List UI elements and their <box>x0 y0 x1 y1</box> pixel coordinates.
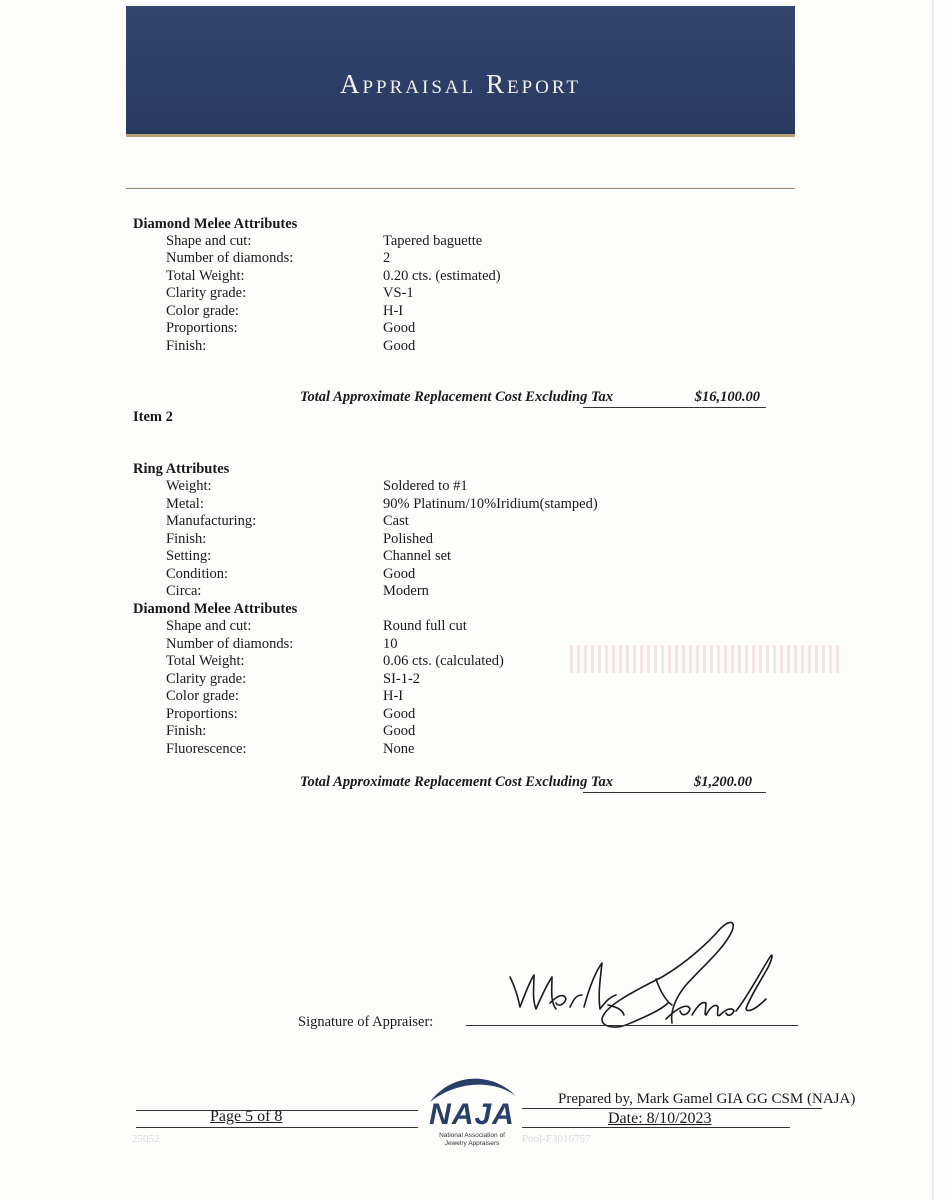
attr-label: Color grade: <box>166 303 239 319</box>
attr-value: 10 <box>383 636 398 652</box>
attr-value: Round full cut <box>383 618 467 634</box>
attr-value: Good <box>383 338 416 354</box>
attr-value: 2 <box>383 250 391 266</box>
attr-value: VS-1 <box>383 285 414 301</box>
attr-value: Cast <box>383 513 409 529</box>
attr-label: Number of diamonds: <box>166 636 294 652</box>
attr-value: Modern <box>383 583 429 599</box>
attr-label: Proportions: <box>166 706 238 722</box>
total-item2 <box>300 774 766 794</box>
signature-line <box>466 1025 798 1026</box>
attr-label: Weight: <box>166 478 212 494</box>
total-label: Total Approximate Replacement Cost Excluding Tax <box>300 389 613 405</box>
prepared-by: Prepared by, Mark Gamel GIA GG CSM (NAJA) <box>558 1091 856 1107</box>
attr-label: Color grade: <box>166 688 239 704</box>
page-number: Page 5 of 8 <box>210 1108 283 1125</box>
naja-wordmark: NAJA <box>429 1098 515 1131</box>
total-label: Total Approximate Replacement Cost Excluding Tax <box>300 774 613 790</box>
attr-value: Tapered baguette <box>383 233 483 249</box>
attr-value: Soldered to #1 <box>383 478 468 494</box>
attr-value: H-I <box>383 303 404 319</box>
total-value: $1,200.00 <box>694 774 752 790</box>
attr-label: Finish: <box>166 531 207 547</box>
faint-code-left: 25052 <box>132 1133 160 1145</box>
header-banner <box>126 6 795 137</box>
attr-label: Shape and cut: <box>166 233 252 249</box>
attr-label: Setting: <box>166 548 212 564</box>
faint-stamp <box>570 645 840 673</box>
attr-label: Clarity grade: <box>166 671 247 687</box>
attr-value: H-I <box>383 688 404 704</box>
attr-label: Metal: <box>166 496 204 512</box>
attr-value: Good <box>383 320 416 336</box>
total-value: $16,100.00 <box>694 389 760 405</box>
footer-rule <box>136 1127 418 1128</box>
attr-value: 0.06 cts. (calculated) <box>383 653 504 669</box>
attr-value: 0.20 cts. (estimated) <box>383 268 501 284</box>
total-underline <box>583 407 766 408</box>
attr-value: Good <box>383 566 416 582</box>
attr-label: Proportions: <box>166 320 238 336</box>
faint-code-right: Pool-F3016757 <box>522 1133 591 1145</box>
attr-value: Polished <box>383 531 433 547</box>
attr-value: Good <box>383 706 416 722</box>
attr-value: SI-1-2 <box>383 671 421 687</box>
signature-label: Signature of Appraiser: <box>298 1014 434 1030</box>
attr-label: Shape and cut: <box>166 618 252 634</box>
attr-label: Condition: <box>166 566 229 582</box>
attr-label: Finish: <box>166 338 207 354</box>
item2-melee-heading: Diamond Melee Attributes <box>133 601 298 617</box>
total-underline <box>583 792 766 793</box>
header-divider <box>126 188 795 189</box>
naja-subtitle-line: Jewelry Appraisers <box>444 1140 500 1147</box>
attr-label: Clarity grade: <box>166 285 247 301</box>
attr-label: Fluorescence: <box>166 741 247 757</box>
page-title: Appraisal Report <box>339 69 582 99</box>
attr-value: 90% Platinum/10%Iridium(stamped) <box>383 496 598 512</box>
item2-label: Item 2 <box>133 409 173 425</box>
attr-label: Total Weight: <box>166 653 245 669</box>
footer-rule <box>522 1108 822 1109</box>
attr-value: Channel set <box>383 548 452 564</box>
attr-value: None <box>383 741 415 757</box>
naja-subtitle <box>424 1132 520 1148</box>
attr-label: Number of diamonds: <box>166 250 294 266</box>
total-item1 <box>300 389 766 409</box>
page-edge <box>932 0 934 1200</box>
item1-melee-heading: Diamond Melee Attributes <box>133 216 298 232</box>
report-date: Date: 8/10/2023 <box>608 1110 712 1127</box>
naja-logo <box>424 1072 520 1152</box>
signature-image <box>490 915 780 1040</box>
attr-label: Manufacturing: <box>166 513 257 529</box>
attr-value: Good <box>383 723 416 739</box>
footer-rule <box>522 1127 790 1128</box>
attr-label: Circa: <box>166 583 202 599</box>
ring-heading: Ring Attributes <box>133 461 230 477</box>
attr-label: Finish: <box>166 723 207 739</box>
naja-subtitle-line: National Association of <box>439 1132 505 1139</box>
attr-label: Total Weight: <box>166 268 245 284</box>
